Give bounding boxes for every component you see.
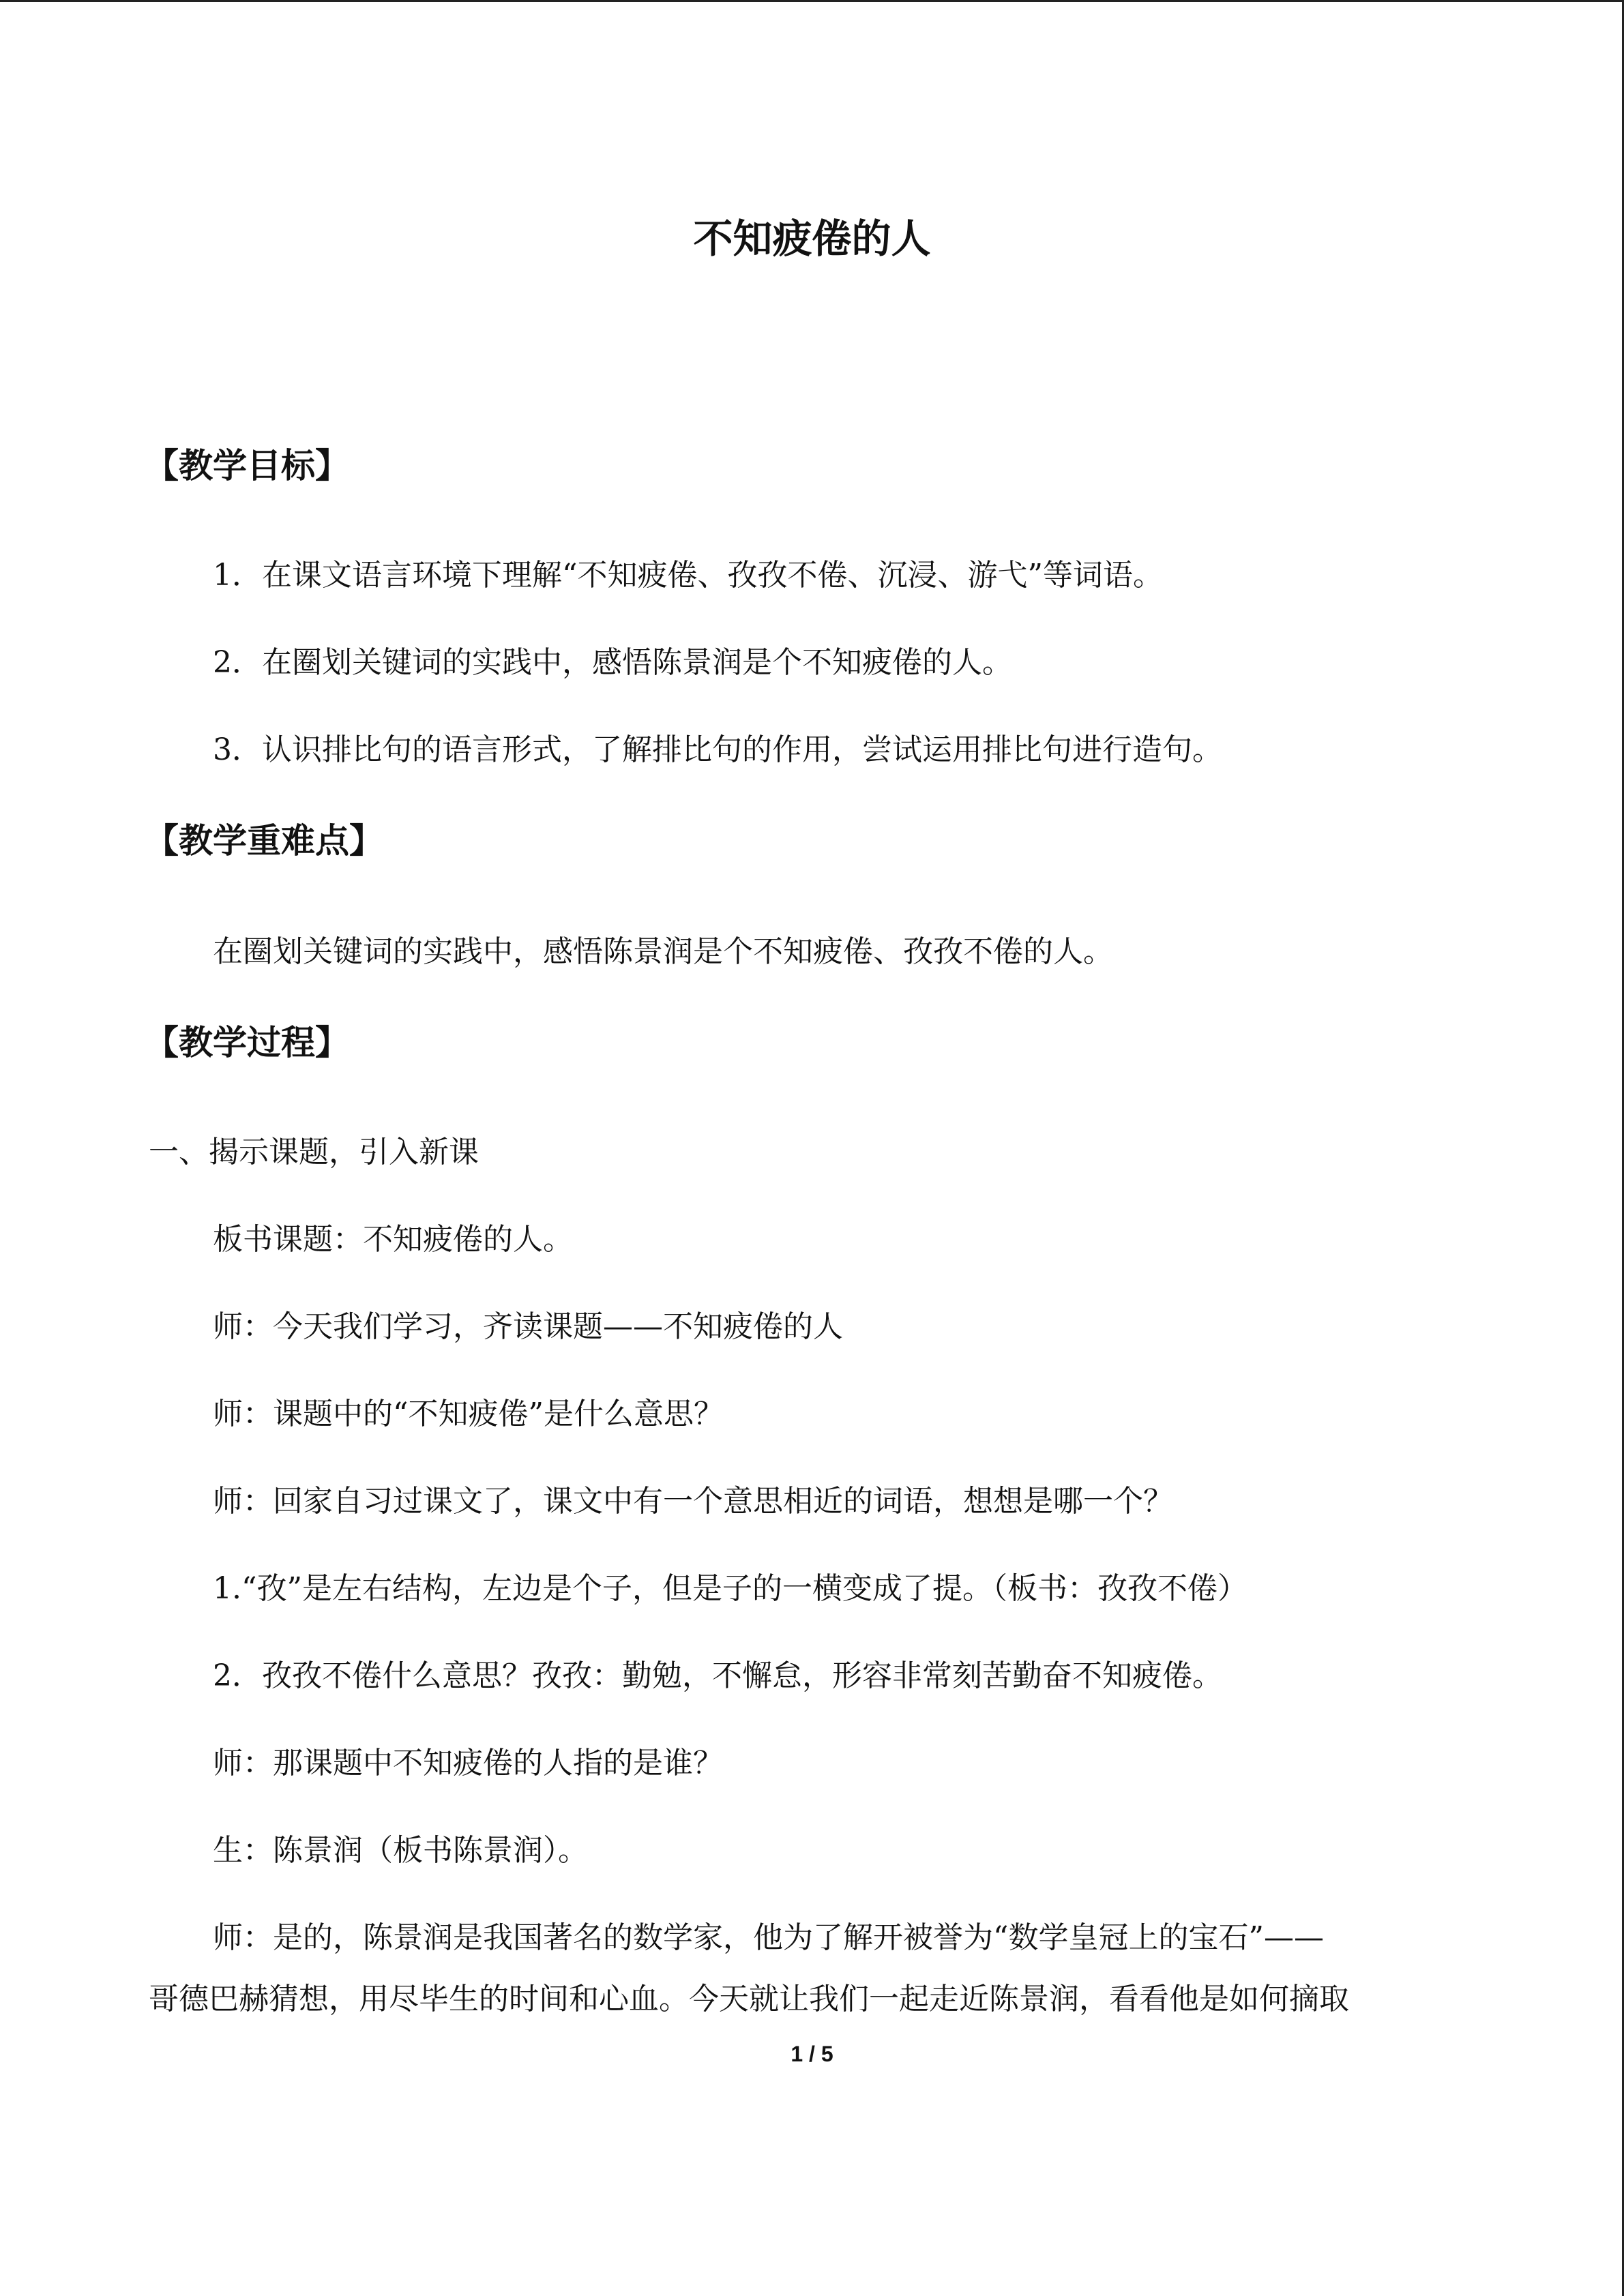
process-line-8: 生：陈景润（板书陈景润）。	[213, 1833, 588, 1868]
document-title: 不知疲倦的人	[693, 215, 931, 262]
process-line-4: 师：回家自习过课文了，课文中有一个意思相近的词语，想想是哪一个？	[213, 1484, 1173, 1519]
process-line-6: 2．孜孜不倦什么意思？孜孜：勤勉，不懈怠，形容非常刻苦勤奋不知疲倦。	[213, 1658, 1222, 1693]
process-line-3: 师：课题中的“不知疲倦”是什么意思？	[213, 1397, 724, 1431]
section-heading-goals: 【教学目标】	[145, 446, 349, 486]
section-heading-key-points: 【教学重难点】	[145, 821, 383, 861]
process-line-10: 哥德巴赫猜想，用尽毕生的时间和心血。今天就让我们一起走近陈景润，看看他是如何摘取	[149, 1982, 1349, 2016]
process-line-9: 师：是的，陈景润是我国著名的数学家，他为了解开被誉为“数学皇冠上的宝石”——	[213, 1920, 1324, 1955]
section-heading-process: 【教学过程】	[145, 1023, 349, 1062]
process-line-7: 师：那课题中不知疲倦的人指的是谁？	[213, 1746, 723, 1780]
process-step-1-title: 一、揭示课题，引入新课	[149, 1135, 479, 1169]
process-line-1: 板书课题：不知疲倦的人。	[213, 1222, 573, 1257]
process-line-2: 师：今天我们学习，齐读课题——不知疲倦的人	[213, 1309, 843, 1344]
top-border	[0, 0, 1624, 2]
goal-item-3: 3．认识排比句的语言形式，了解排比句的作用，尝试运用排比句进行造句。	[213, 732, 1222, 767]
key-points-text: 在圈划关键词的实践中，感悟陈景润是个不知疲倦、孜孜不倦的人。	[213, 934, 1113, 969]
process-line-5: 1.“孜”是左右结构，左边是个子，但是子的一横变成了提。（板书：孜孜不倦）	[213, 1571, 1247, 1606]
goal-item-2: 2．在圈划关键词的实践中，感悟陈景润是个不知疲倦的人。	[213, 645, 1012, 680]
goal-item-1: 1．在课文语言环境下理解“不知疲倦、孜孜不倦、沉浸、游弋”等词语。	[213, 558, 1163, 593]
page-number: 1 / 5	[791, 2042, 833, 2066]
